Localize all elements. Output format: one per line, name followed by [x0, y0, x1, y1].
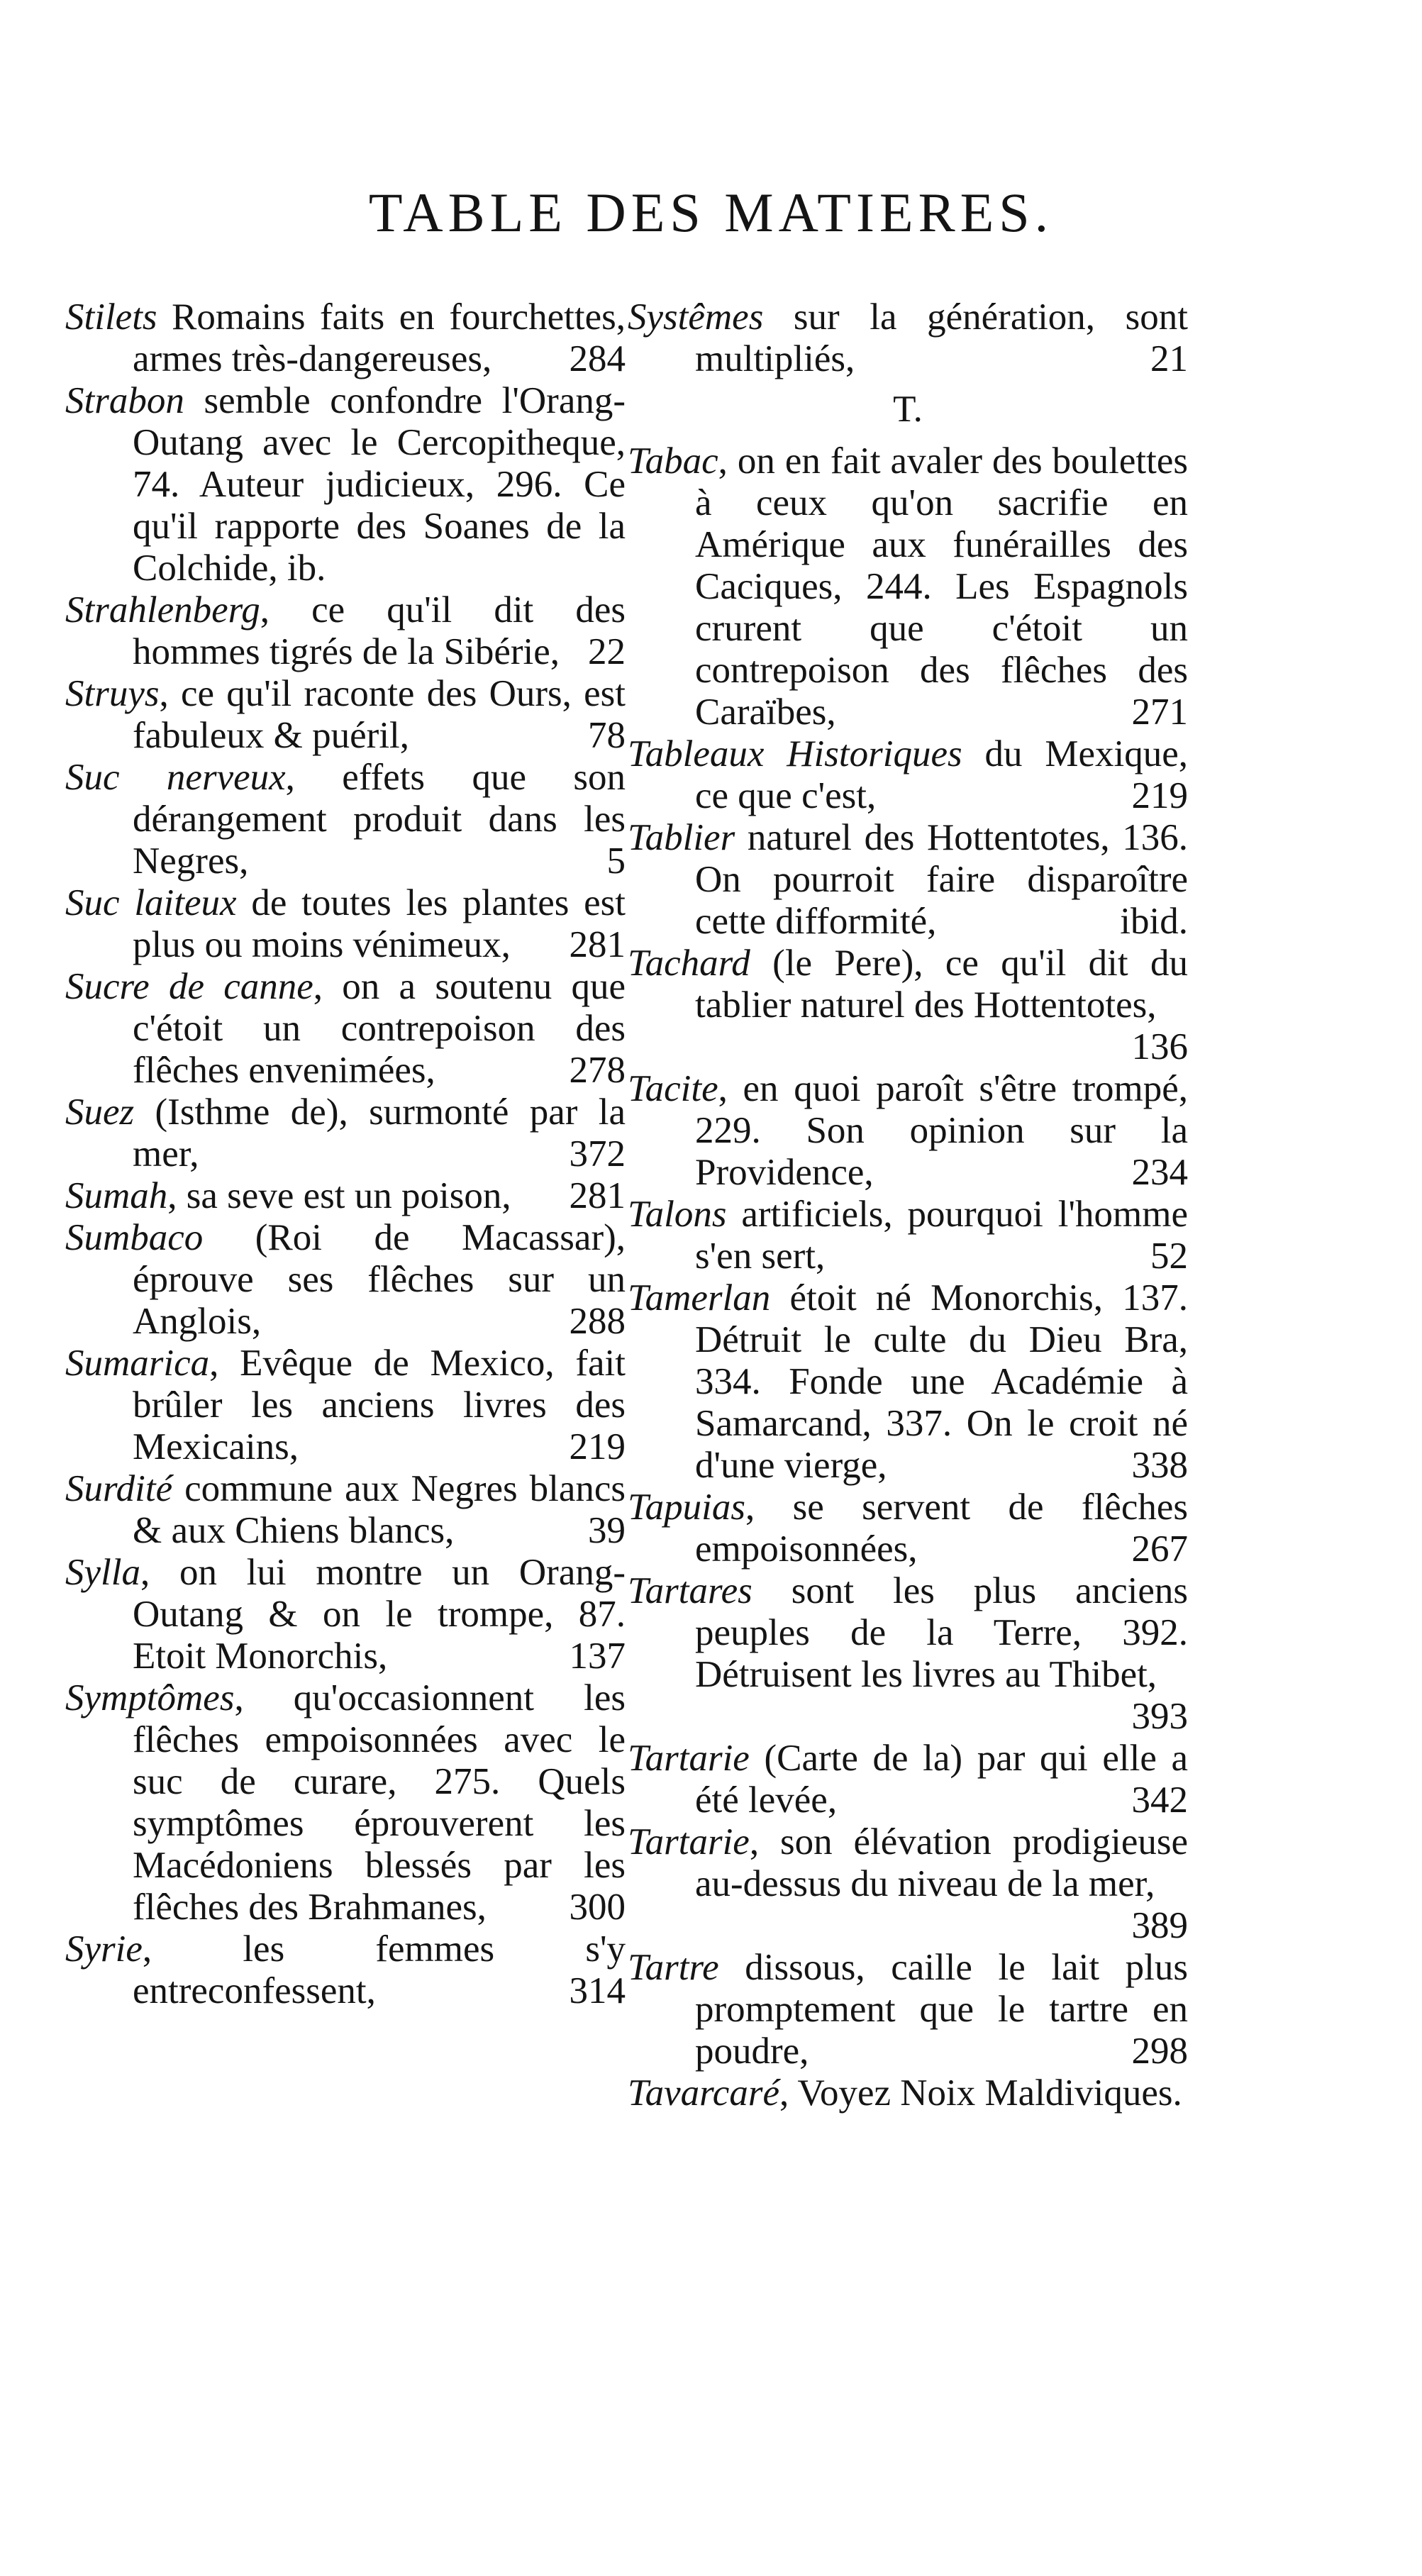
index-entry: [65, 1552, 626, 1677]
entry-headword: Tavarcaré: [628, 2072, 779, 2114]
index-entry: [628, 1487, 1188, 1570]
entry-text: de toutes les plantes est plus ou moins vénimeux,: [133, 882, 626, 965]
page-number: 389: [1131, 1905, 1188, 1946]
index-entry: [628, 817, 1188, 943]
entry-headword: Suez: [65, 1092, 135, 1133]
index-entry: [65, 589, 626, 673]
entry-headword: Tartre: [628, 1947, 719, 1988]
page-number: 5: [606, 840, 626, 882]
entry-headword: Sumarica: [65, 1343, 210, 1384]
index-entry: [65, 966, 626, 1092]
index-entry: [628, 1947, 1188, 2072]
index-entry: [65, 1217, 626, 1343]
entry-headword: Tartarie: [628, 1738, 750, 1779]
entry-text: , son élévation prodigieuse au-dessus du niveau de la mer,: [695, 1821, 1188, 1904]
entry-headword: Tapuias: [628, 1487, 745, 1528]
entry-text: , on lui montre un Orang-Outang & on le trompe, 87. Etoit Monorchis,: [133, 1552, 626, 1677]
index-entry: [628, 2072, 1188, 2114]
index-entry: [65, 1092, 626, 1175]
index-column-left: [65, 296, 626, 2012]
entry-headword: Suc nerveux: [65, 757, 286, 798]
index-entry: [628, 1068, 1188, 1194]
entry-text: , qu'occasionnent les flêches empoisonnées avec le suc de curare, 275. Quels symptômes éprouverent les Macédoniens blessés par les flêches des Brahmanes,: [133, 1677, 626, 1928]
index-entry: [65, 296, 626, 380]
index-entry: [65, 1677, 626, 1928]
page-number: 39: [588, 1510, 626, 1551]
page-number: 136: [1131, 1026, 1188, 1067]
page-number: 281: [569, 1175, 626, 1216]
entry-text: , on en fait avaler des boulettes à ceux qu'on sacrifie en Amérique aux funérailles des Caciques, 244. Les Espagnols crurent que c'étoit un contrepoison des flêches des Caraïbes,: [695, 440, 1188, 733]
page-number: 267: [1131, 1528, 1188, 1570]
entry-headword: Tamerlan: [628, 1277, 771, 1318]
entry-text: naturel des Hottentotes, 136. On pourroit faire disparoître cette difformité,: [695, 817, 1188, 942]
entry-text: (Isthme de), surmonté par la mer,: [133, 1092, 626, 1175]
index-entry: [65, 673, 626, 757]
page-number: 338: [1131, 1445, 1188, 1486]
page-number: 78: [588, 715, 626, 756]
index-entry: [628, 1194, 1188, 1277]
entry-headword: Sumah: [65, 1175, 168, 1216]
entry-headword: Tabac: [628, 440, 718, 482]
index-entry: [65, 380, 626, 589]
entry-text: (Carte de la) par qui elle a été levée,: [695, 1738, 1189, 1821]
page-number: 219: [569, 1426, 626, 1467]
index-entry: [65, 1468, 626, 1552]
entry-headword: Systêmes: [628, 296, 764, 338]
index-entry: [628, 296, 1188, 380]
entry-text: , se servent de flêches empoisonnées,: [695, 1487, 1188, 1570]
page-number: 393: [1131, 1696, 1188, 1737]
index-entry: [628, 1570, 1188, 1738]
entry-headword: Stilets: [65, 296, 157, 338]
page-number: 52: [1150, 1236, 1188, 1277]
entry-text: commune aux Negres blancs & aux Chiens blancs,: [133, 1468, 626, 1551]
index-entry: [65, 882, 626, 966]
section-letter: T.: [893, 389, 923, 430]
index-entry: [65, 1175, 626, 1217]
entry-headword: Talons: [628, 1194, 727, 1235]
page-number: 298: [1131, 2031, 1188, 2072]
page-number: 288: [569, 1301, 626, 1342]
entry-text: étoit né Monorchis, 137. Détruit le culte du Dieu Bra, 334. Fonde une Académie à Samarcand, 337. On le croit né d'une vierge,: [695, 1277, 1189, 1486]
page-title: TABLE DES MATIERES.: [368, 182, 1054, 243]
entry-headword: Strabon: [65, 380, 184, 421]
entry-text: , Evêque de Mexico, fait brûler les anciens livres des Mexicains,: [133, 1343, 626, 1467]
entry-text: , en quoi paroît s'être trompé, 229. Son opinion sur la Providence,: [695, 1068, 1188, 1193]
entry-headword: Tablier: [628, 817, 735, 858]
entry-headword: Tachard: [628, 943, 750, 984]
entry-headword: Strahlenberg: [65, 589, 260, 631]
entry-headword: Sylla: [65, 1552, 140, 1593]
entry-headword: Tartares: [628, 1570, 752, 1611]
page-number: 21: [1150, 338, 1188, 379]
page-number: 219: [1131, 775, 1188, 816]
entry-text: (le Pere), ce qu'il dit du tablier naturel des Hottentotes,: [695, 943, 1189, 1026]
entry-headword: Tableaux Historiques: [628, 733, 962, 775]
index-entry: [628, 733, 1188, 817]
page-number: 314: [569, 1970, 626, 2011]
page-number: 300: [569, 1887, 626, 1928]
page-number: 372: [569, 1133, 626, 1175]
entry-headword: Surdité: [65, 1468, 173, 1509]
entry-text: sont les plus anciens peuples de la Terre, 392. Détruisent les livres au Thibet,: [695, 1570, 1189, 1695]
index-entry: [628, 1821, 1188, 1947]
page-number: ibid.: [1120, 901, 1188, 942]
index-entry: [628, 1277, 1188, 1487]
entry-headword: Tartarie: [628, 1821, 750, 1862]
entry-text: , les femmes s'y entreconfessent,: [133, 1928, 626, 2011]
entry-text: , effets que son dérangement produit dans les Negres,: [133, 757, 626, 882]
page-number: 234: [1131, 1152, 1188, 1193]
entry-headword: Struys: [65, 673, 160, 714]
index-entry: [65, 1928, 626, 2012]
index-column-right: [628, 296, 1188, 2114]
page-number: 278: [569, 1050, 626, 1091]
entry-text: artificiels, pourquoi l'homme s'en sert,: [695, 1194, 1188, 1277]
index-entry: [628, 1738, 1188, 1821]
entry-headword: Sucre de canne: [65, 966, 313, 1007]
index-entry: [628, 943, 1188, 1068]
entry-text: (Roi de Macassar), éprouve ses flêches sur un Anglois,: [133, 1217, 626, 1342]
entry-text: Romains faits en fourchettes, armes très-dangereuses,: [133, 296, 626, 379]
entry-headword: Sumbaco: [65, 1217, 204, 1258]
index-entry: [65, 1343, 626, 1468]
entry-headword: Symptômes: [65, 1677, 235, 1719]
entry-text: , sa seve est un poison,: [167, 1175, 511, 1216]
page-number: 284: [569, 338, 626, 379]
entry-text: , Voyez Noix Maldiviques.: [779, 2072, 1182, 2114]
page-number: 281: [569, 924, 626, 965]
entry-text: semble confondre l'Orang-Outang avec le Cercopitheque, 74. Auteur judicieux, 296. Ce qu'il rapporte des Soanes de la Colchide, ib.: [133, 380, 626, 589]
page-number: 271: [1131, 692, 1188, 733]
index-entry: [65, 757, 626, 882]
entry-headword: Tacite: [628, 1068, 718, 1109]
page-number: 22: [588, 631, 626, 672]
entry-text: , ce qu'il raconte des Ours, est fabuleux & puéril,: [133, 673, 626, 756]
entry-text: , on a soutenu que c'étoit un contrepoison des flêches envenimées,: [133, 966, 626, 1091]
entry-text: du Mexique, ce que c'est,: [695, 733, 1189, 816]
entry-text: dissous, caille le lait plus promptement que le tartre en poudre,: [695, 1947, 1188, 2072]
entry-text: , ce qu'il dit des hommes tigrés de la Sibérie,: [133, 589, 626, 672]
entry-headword: Syrie: [65, 1928, 143, 1970]
entry-headword: Suc laiteux: [65, 882, 237, 923]
page-number: 137: [569, 1636, 626, 1677]
entry-text: sur la génération, sont multipliés,: [695, 296, 1188, 379]
index-entry: [628, 440, 1188, 733]
page-number: 342: [1131, 1780, 1188, 1821]
